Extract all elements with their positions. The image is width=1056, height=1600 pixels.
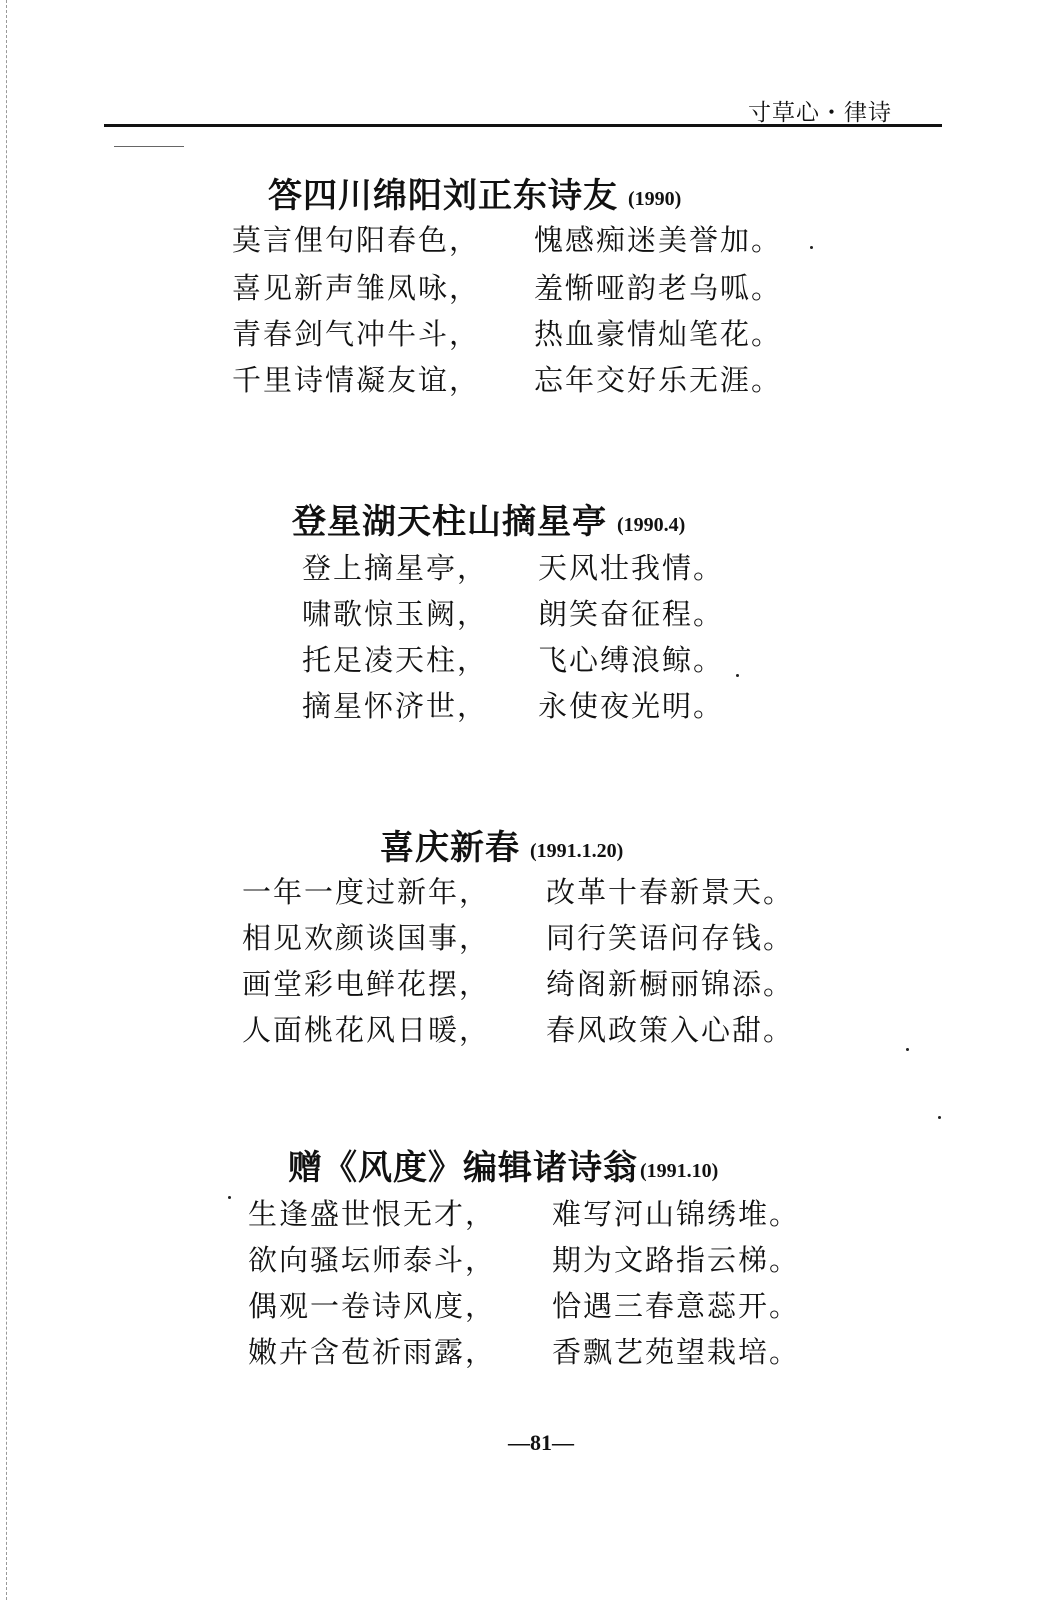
verse-line-left: 啸歌惊玉阙，	[302, 597, 489, 631]
poem-date: (1991.1.20)	[530, 840, 624, 862]
verse-line-right: 天风壮我情。	[538, 551, 725, 585]
verse-line-left: 莫言俚句阳春色，	[232, 223, 481, 257]
verse-line-right: 朗笑奋征程。	[538, 597, 725, 631]
verse-line-right: 热血豪情灿笔花。	[534, 317, 783, 351]
verse-line-left: 一年一度过新年，	[242, 875, 491, 909]
verse-line-left: 登上摘星亭，	[302, 551, 489, 585]
verse-line-right: 同行笑语问存钱。	[546, 921, 795, 955]
scan-speck	[938, 1116, 941, 1119]
verse-line-left: 托足凌天柱，	[302, 643, 489, 677]
poem-title	[288, 1140, 718, 1189]
verse-line-left: 摘星怀济世，	[302, 689, 489, 723]
poem-date: (1991.10)	[640, 1160, 719, 1182]
page-number: —81—	[508, 1430, 574, 1455]
verse-line-left: 千里诗情凝友谊，	[232, 363, 481, 397]
verse-line-left: 喜见新声雏凤咏，	[232, 271, 481, 305]
verse-line-right: 改革十春新景天。	[546, 875, 795, 909]
verse-line-right: 绮阁新橱丽锦添。	[546, 967, 795, 1001]
poem-title	[380, 820, 623, 869]
verse-line-right: 香飘艺苑望栽培。	[552, 1335, 801, 1369]
running-header: 寸草心・律诗	[748, 100, 892, 126]
verse-line-right: 春风政策入心甜。	[546, 1013, 795, 1047]
scan-speck	[736, 674, 739, 677]
verse-line-left: 欲向骚坛师泰斗，	[248, 1243, 497, 1277]
poem-title-text: 喜庆新春	[380, 828, 520, 868]
verse-line-right: 难写河山锦绣堆。	[552, 1197, 801, 1231]
header-rule	[104, 124, 942, 127]
verse-line-right: 愧感痴迷美誉加。	[534, 223, 783, 257]
verse-line-right: 永使夜光明。	[538, 689, 725, 723]
poem-title-text: 赠《风度》编辑诸诗翁	[288, 1148, 638, 1188]
verse-line-left: 生逢盛世恨无才，	[248, 1197, 497, 1231]
poem-date: (1990)	[628, 188, 682, 210]
verse-line-left: 画堂彩电鲜花摆，	[242, 967, 491, 1001]
verse-line-right: 期为文路指云梯。	[552, 1243, 801, 1277]
scan-edge-line	[6, 0, 7, 1600]
verse-line-right: 忘年交好乐无涯。	[534, 363, 783, 397]
poem-date: (1990.4)	[617, 514, 686, 536]
verse-line-left: 偶观一卷诗风度，	[248, 1289, 497, 1323]
verse-line-right: 飞心缚浪鲸。	[538, 643, 725, 677]
verse-line-left: 青春剑气冲牛斗，	[232, 317, 481, 351]
poem-title	[268, 168, 681, 217]
poem-title-text: 答四川绵阳刘正东诗友	[268, 176, 618, 216]
verse-line-left: 嫩卉含苞祈雨露，	[248, 1335, 497, 1369]
scan-speck	[906, 1048, 909, 1051]
scan-speck	[228, 1196, 231, 1199]
verse-line-left: 相见欢颜谈国事，	[242, 921, 491, 955]
verse-line-left: 人面桃花风日暖，	[242, 1013, 491, 1047]
verse-line-right: 恰遇三春意蕊开。	[552, 1289, 801, 1323]
header-rule-faint	[114, 146, 184, 147]
verse-line-right: 羞惭哑韵老乌呱。	[534, 271, 783, 305]
poem-title-text: 登星湖天柱山摘星亭	[292, 502, 607, 542]
poem-title	[292, 494, 685, 543]
scan-speck	[810, 246, 813, 249]
